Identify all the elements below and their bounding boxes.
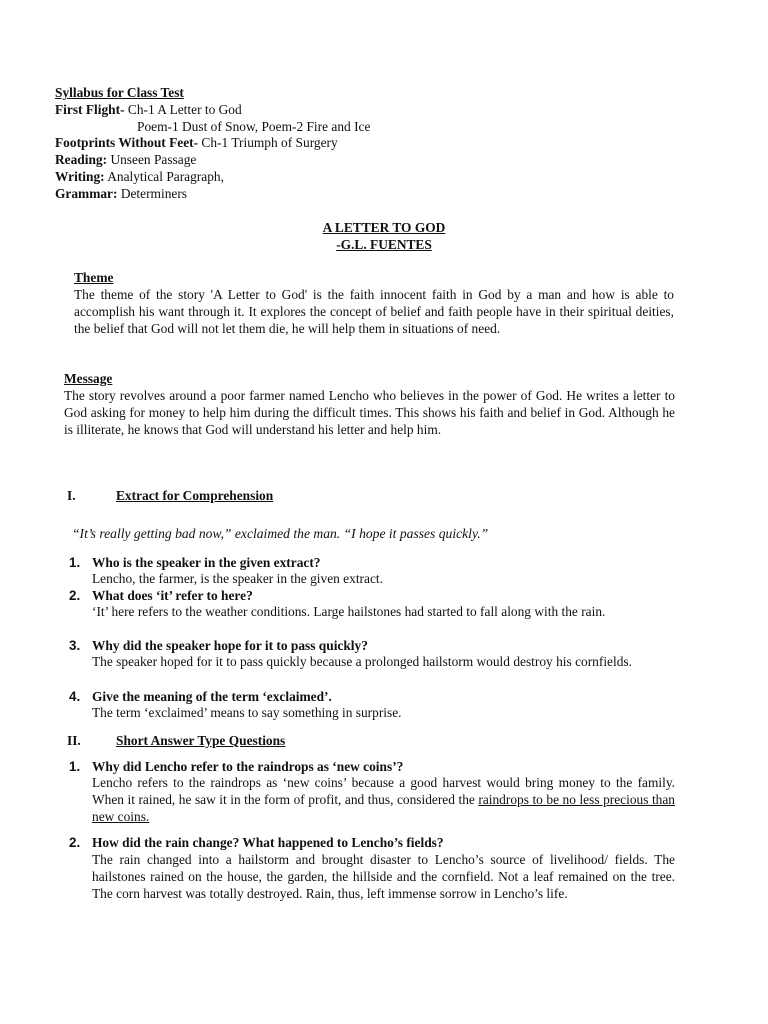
- underlined-phrase: raindrops to be no less precious than new coins.: [92, 791, 676, 824]
- question-number: 3.: [69, 638, 81, 653]
- answer-text: Lencho refers to the raindrops as ‘new coins’ because a good harvest would bring money to the family. When it rained, he saw it in the form of profit, and thus, considered the raindrops to be no less precious than new coins.: [92, 775, 676, 824]
- syllabus-line-footprints: Footprints Without Feet- Ch-1 Triumph of Surgery: [55, 135, 338, 151]
- question-number: 4.: [69, 689, 81, 704]
- question-text: Give the meaning of the term ‘exclaimed’.: [92, 689, 332, 704]
- question-text: Why did the speaker hope for it to pass quickly?: [92, 638, 368, 653]
- theme-text: The theme of the story 'A Letter to God' is the faith innocent faith in God by a man and how is able to accomplish his want through it. It explores the concept of belief and faith people have in their spiritual deities, the belief that God will not let them die, he will help them in situations of need.: [74, 287, 674, 336]
- answer-text: The speaker hoped for it to pass quickly because a prolonged hailstorm would destroy his cornfields.: [92, 654, 632, 669]
- syllabus-line-reading: Reading: Unseen Passage: [55, 152, 197, 168]
- syllabus-line-poems: Poem-1 Dust of Snow, Poem-2 Fire and Ice: [137, 118, 371, 134]
- question-number: 2.: [69, 835, 81, 850]
- story-title: A LETTER TO GOD: [322, 220, 446, 235]
- answer-text: Lencho, the farmer, is the speaker in the given extract.: [92, 571, 383, 586]
- extract-quote: “It’s really getting bad now,” exclaimed the man. “I hope it passes quickly.”: [72, 526, 489, 541]
- answer-text: The term ‘exclaimed’ means to say something in surprise.: [92, 705, 402, 720]
- message-text: The story revolves around a poor farmer named Lencho who believes in the power of God. He writes a letter to God asking for money to help him during the difficult times. This shows his faith and belief in God. Although he is illiterate, he knows that God will understand his letter and help him.: [64, 388, 675, 437]
- question-text: Who is the speaker in the given extract?: [92, 555, 321, 570]
- section2-title: Short Answer Type Questions: [116, 733, 286, 748]
- question-number: 1.: [69, 555, 81, 570]
- answer-text: The rain changed into a hailstorm and brought disaster to Lencho’s source of livelihood/ fields. The hailstones rained on the house, the garden, the hillside and the cornfield. Not a leaf remained on the tree. The corn harvest was totally destroyed. Rain, thus, left immense sorrow in Lencho’s life.: [92, 852, 675, 901]
- syllabus-line-writing: Writing: Analytical Paragraph,: [55, 168, 224, 184]
- section1-title: Extract for Comprehension: [116, 488, 274, 503]
- syllabus-line-first-flight: First Flight- Ch-1 A Letter to God: [55, 101, 242, 117]
- syllabus-block: [55, 85, 695, 203]
- section1-numeral: I.: [67, 488, 76, 503]
- section2-numeral: II.: [67, 733, 81, 748]
- question-text: Why did Lencho refer to the raindrops as ‘new coins’?: [92, 759, 404, 774]
- theme-heading: Theme: [74, 270, 114, 285]
- syllabus-heading: Syllabus for Class Test: [55, 85, 184, 100]
- story-author: -G.L. FUENTES: [336, 237, 432, 252]
- answer-text: ‘It’ here refers to the weather conditions. Large hailstones had started to fall along with the rain.: [92, 604, 606, 619]
- question-number: 2.: [69, 588, 81, 603]
- message-heading: Message: [64, 371, 113, 386]
- syllabus-line-grammar: Grammar: Determiners: [55, 185, 187, 201]
- question-text: How did the rain change? What happened to Lencho’s fields?: [92, 835, 444, 850]
- question-text: What does ‘it’ refer to here?: [92, 588, 253, 603]
- question-number: 1.: [69, 759, 81, 774]
